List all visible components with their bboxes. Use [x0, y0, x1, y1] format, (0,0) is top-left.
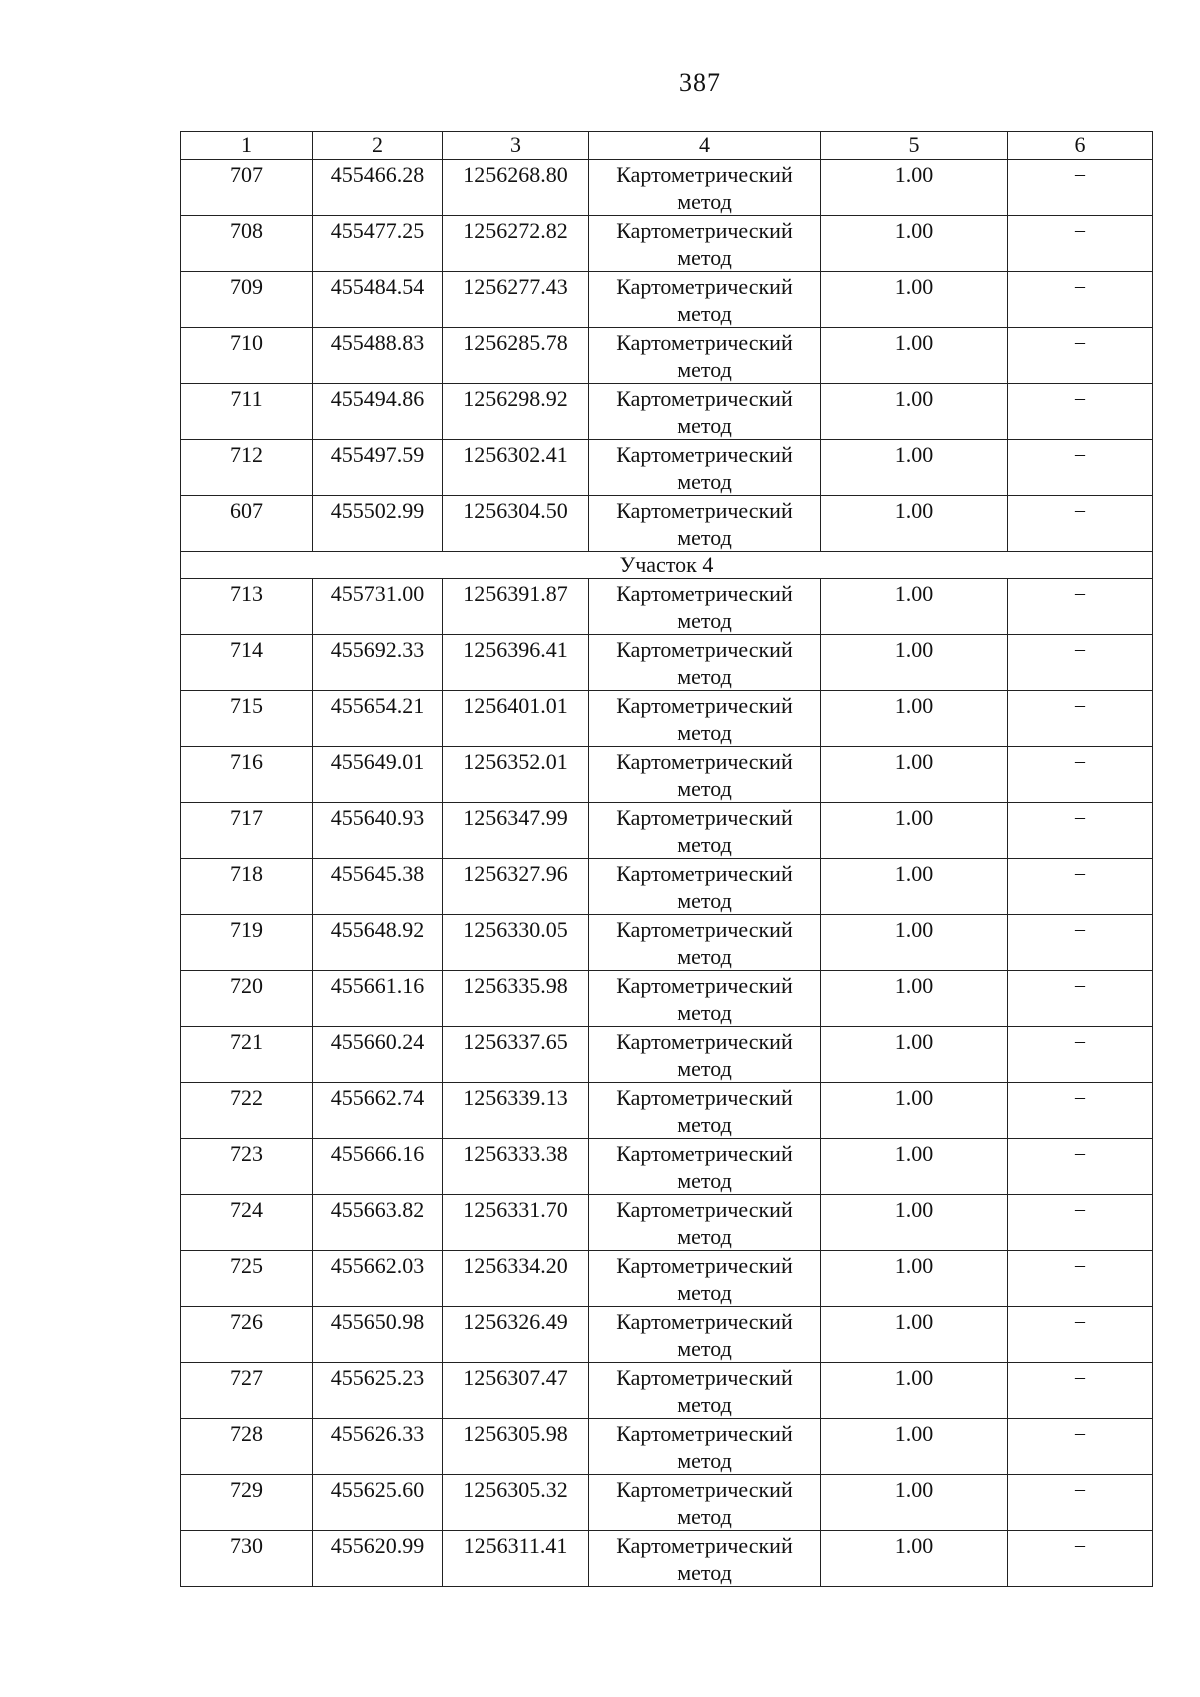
accuracy-cell: 1.00	[821, 1139, 1008, 1195]
method-cell: Картометрический метод	[589, 1139, 821, 1195]
accuracy-cell: 1.00	[821, 440, 1008, 496]
accuracy-cell: 1.00	[821, 1027, 1008, 1083]
note-cell: –	[1008, 1195, 1153, 1251]
accuracy-cell: 1.00	[821, 384, 1008, 440]
accuracy-cell: 1.00	[821, 1475, 1008, 1531]
y-coordinate-cell: 1256307.47	[443, 1363, 589, 1419]
point-number-cell: 714	[181, 635, 313, 691]
x-coordinate-cell: 455484.54	[313, 272, 443, 328]
x-coordinate-cell: 455649.01	[313, 747, 443, 803]
accuracy-cell: 1.00	[821, 859, 1008, 915]
point-number-cell: 716	[181, 747, 313, 803]
table-row	[181, 915, 1153, 971]
accuracy-cell: 1.00	[821, 1419, 1008, 1475]
y-coordinate-cell: 1256298.92	[443, 384, 589, 440]
note-cell: –	[1008, 1419, 1153, 1475]
point-number-cell: 729	[181, 1475, 313, 1531]
note-cell: –	[1008, 971, 1153, 1027]
y-coordinate-cell: 1256352.01	[443, 747, 589, 803]
note-cell: –	[1008, 216, 1153, 272]
point-number-cell: 713	[181, 579, 313, 635]
point-number-cell: 724	[181, 1195, 313, 1251]
y-coordinate-cell: 1256304.50	[443, 496, 589, 552]
note-cell: –	[1008, 1531, 1153, 1587]
note-cell: –	[1008, 1307, 1153, 1363]
coordinates-table-wrapper	[180, 131, 1152, 1587]
table-row	[181, 1139, 1153, 1195]
accuracy-cell: 1.00	[821, 635, 1008, 691]
accuracy-cell: 1.00	[821, 747, 1008, 803]
y-coordinate-cell: 1256311.41	[443, 1531, 589, 1587]
method-cell: Картометрический метод	[589, 859, 821, 915]
y-coordinate-cell: 1256401.01	[443, 691, 589, 747]
method-cell: Картометрический метод	[589, 1475, 821, 1531]
method-cell: Картометрический метод	[589, 971, 821, 1027]
section-label: Участок 4	[181, 552, 1153, 579]
table-row	[181, 328, 1153, 384]
point-number-cell: 710	[181, 328, 313, 384]
table-row	[181, 496, 1153, 552]
table-row	[181, 1363, 1153, 1419]
y-coordinate-cell: 1256302.41	[443, 440, 589, 496]
table-row	[181, 1307, 1153, 1363]
x-coordinate-cell: 455640.93	[313, 803, 443, 859]
point-number-cell: 715	[181, 691, 313, 747]
y-coordinate-cell: 1256330.05	[443, 915, 589, 971]
header-col-3: 3	[443, 132, 589, 160]
x-coordinate-cell: 455662.74	[313, 1083, 443, 1139]
table-row	[181, 216, 1153, 272]
table-row	[181, 579, 1153, 635]
header-col-4: 4	[589, 132, 821, 160]
x-coordinate-cell: 455620.99	[313, 1531, 443, 1587]
x-coordinate-cell: 455731.00	[313, 579, 443, 635]
method-cell: Картометрический метод	[589, 1251, 821, 1307]
table-header-row	[181, 132, 1153, 160]
method-cell: Картометрический метод	[589, 384, 821, 440]
accuracy-cell: 1.00	[821, 1531, 1008, 1587]
y-coordinate-cell: 1256268.80	[443, 160, 589, 216]
table-body	[181, 160, 1153, 1587]
y-coordinate-cell: 1256305.98	[443, 1419, 589, 1475]
table-row	[181, 803, 1153, 859]
table-row	[181, 1475, 1153, 1531]
method-cell: Картометрический метод	[589, 272, 821, 328]
point-number-cell: 607	[181, 496, 313, 552]
header-col-6: 6	[1008, 132, 1153, 160]
method-cell: Картометрический метод	[589, 1531, 821, 1587]
table-row	[181, 859, 1153, 915]
y-coordinate-cell: 1256277.43	[443, 272, 589, 328]
x-coordinate-cell: 455648.92	[313, 915, 443, 971]
table-row	[181, 1251, 1153, 1307]
note-cell: –	[1008, 1139, 1153, 1195]
x-coordinate-cell: 455626.33	[313, 1419, 443, 1475]
accuracy-cell: 1.00	[821, 579, 1008, 635]
table-row	[181, 440, 1153, 496]
table-row	[181, 160, 1153, 216]
method-cell: Картометрический метод	[589, 1419, 821, 1475]
method-cell: Картометрический метод	[589, 1195, 821, 1251]
y-coordinate-cell: 1256391.87	[443, 579, 589, 635]
table-row	[181, 971, 1153, 1027]
note-cell: –	[1008, 1027, 1153, 1083]
method-cell: Картометрический метод	[589, 747, 821, 803]
table-row	[181, 1419, 1153, 1475]
accuracy-cell: 1.00	[821, 496, 1008, 552]
accuracy-cell: 1.00	[821, 1363, 1008, 1419]
x-coordinate-cell: 455625.60	[313, 1475, 443, 1531]
x-coordinate-cell: 455488.83	[313, 328, 443, 384]
accuracy-cell: 1.00	[821, 216, 1008, 272]
y-coordinate-cell: 1256272.82	[443, 216, 589, 272]
method-cell: Картометрический метод	[589, 328, 821, 384]
method-cell: Картометрический метод	[589, 915, 821, 971]
coordinates-table	[180, 131, 1153, 1587]
table-row	[181, 691, 1153, 747]
note-cell: –	[1008, 803, 1153, 859]
method-cell: Картометрический метод	[589, 1363, 821, 1419]
note-cell: –	[1008, 160, 1153, 216]
point-number-cell: 726	[181, 1307, 313, 1363]
point-number-cell: 712	[181, 440, 313, 496]
header-col-5: 5	[821, 132, 1008, 160]
page-number: 387	[679, 68, 721, 97]
y-coordinate-cell: 1256334.20	[443, 1251, 589, 1307]
note-cell: –	[1008, 579, 1153, 635]
accuracy-cell: 1.00	[821, 971, 1008, 1027]
y-coordinate-cell: 1256337.65	[443, 1027, 589, 1083]
note-cell: –	[1008, 691, 1153, 747]
point-number-cell: 719	[181, 915, 313, 971]
accuracy-cell: 1.00	[821, 915, 1008, 971]
table-row	[181, 272, 1153, 328]
method-cell: Картометрический метод	[589, 1307, 821, 1363]
table-row	[181, 635, 1153, 691]
x-coordinate-cell: 455662.03	[313, 1251, 443, 1307]
y-coordinate-cell: 1256326.49	[443, 1307, 589, 1363]
note-cell: –	[1008, 915, 1153, 971]
y-coordinate-cell: 1256327.96	[443, 859, 589, 915]
y-coordinate-cell: 1256333.38	[443, 1139, 589, 1195]
point-number-cell: 730	[181, 1531, 313, 1587]
method-cell: Картометрический метод	[589, 160, 821, 216]
y-coordinate-cell: 1256285.78	[443, 328, 589, 384]
y-coordinate-cell: 1256396.41	[443, 635, 589, 691]
note-cell: –	[1008, 440, 1153, 496]
note-cell: –	[1008, 1083, 1153, 1139]
table-row	[181, 1195, 1153, 1251]
point-number-cell: 727	[181, 1363, 313, 1419]
x-coordinate-cell: 455494.86	[313, 384, 443, 440]
note-cell: –	[1008, 747, 1153, 803]
accuracy-cell: 1.00	[821, 1307, 1008, 1363]
y-coordinate-cell: 1256347.99	[443, 803, 589, 859]
point-number-cell: 728	[181, 1419, 313, 1475]
x-coordinate-cell: 455502.99	[313, 496, 443, 552]
method-cell: Картометрический метод	[589, 803, 821, 859]
method-cell: Картометрический метод	[589, 635, 821, 691]
note-cell: –	[1008, 272, 1153, 328]
table-row	[181, 1027, 1153, 1083]
x-coordinate-cell: 455654.21	[313, 691, 443, 747]
x-coordinate-cell: 455663.82	[313, 1195, 443, 1251]
method-cell: Картометрический метод	[589, 440, 821, 496]
x-coordinate-cell: 455645.38	[313, 859, 443, 915]
header-col-2: 2	[313, 132, 443, 160]
table-row	[181, 1531, 1153, 1587]
table-row	[181, 384, 1153, 440]
note-cell: –	[1008, 1251, 1153, 1307]
y-coordinate-cell: 1256331.70	[443, 1195, 589, 1251]
accuracy-cell: 1.00	[821, 803, 1008, 859]
note-cell: –	[1008, 635, 1153, 691]
x-coordinate-cell: 455692.33	[313, 635, 443, 691]
point-number-cell: 709	[181, 272, 313, 328]
accuracy-cell: 1.00	[821, 328, 1008, 384]
y-coordinate-cell: 1256335.98	[443, 971, 589, 1027]
point-number-cell: 717	[181, 803, 313, 859]
table-row	[181, 747, 1153, 803]
point-number-cell: 718	[181, 859, 313, 915]
method-cell: Картометрический метод	[589, 691, 821, 747]
accuracy-cell: 1.00	[821, 1083, 1008, 1139]
note-cell: –	[1008, 859, 1153, 915]
note-cell: –	[1008, 328, 1153, 384]
method-cell: Картометрический метод	[589, 216, 821, 272]
point-number-cell: 721	[181, 1027, 313, 1083]
note-cell: –	[1008, 496, 1153, 552]
method-cell: Картометрический метод	[589, 579, 821, 635]
table-row	[181, 1083, 1153, 1139]
method-cell: Картометрический метод	[589, 1027, 821, 1083]
point-number-cell: 707	[181, 160, 313, 216]
point-number-cell: 725	[181, 1251, 313, 1307]
point-number-cell: 711	[181, 384, 313, 440]
point-number-cell: 720	[181, 971, 313, 1027]
x-coordinate-cell: 455666.16	[313, 1139, 443, 1195]
note-cell: –	[1008, 1363, 1153, 1419]
x-coordinate-cell: 455661.16	[313, 971, 443, 1027]
section-row	[181, 552, 1153, 579]
point-number-cell: 708	[181, 216, 313, 272]
accuracy-cell: 1.00	[821, 691, 1008, 747]
note-cell: –	[1008, 384, 1153, 440]
y-coordinate-cell: 1256305.32	[443, 1475, 589, 1531]
x-coordinate-cell: 455660.24	[313, 1027, 443, 1083]
accuracy-cell: 1.00	[821, 160, 1008, 216]
x-coordinate-cell: 455477.25	[313, 216, 443, 272]
accuracy-cell: 1.00	[821, 1195, 1008, 1251]
x-coordinate-cell: 455466.28	[313, 160, 443, 216]
accuracy-cell: 1.00	[821, 1251, 1008, 1307]
point-number-cell: 722	[181, 1083, 313, 1139]
y-coordinate-cell: 1256339.13	[443, 1083, 589, 1139]
method-cell: Картометрический метод	[589, 496, 821, 552]
note-cell: –	[1008, 1475, 1153, 1531]
x-coordinate-cell: 455625.23	[313, 1363, 443, 1419]
x-coordinate-cell: 455497.59	[313, 440, 443, 496]
method-cell: Картометрический метод	[589, 1083, 821, 1139]
point-number-cell: 723	[181, 1139, 313, 1195]
header-col-1: 1	[181, 132, 313, 160]
x-coordinate-cell: 455650.98	[313, 1307, 443, 1363]
accuracy-cell: 1.00	[821, 272, 1008, 328]
